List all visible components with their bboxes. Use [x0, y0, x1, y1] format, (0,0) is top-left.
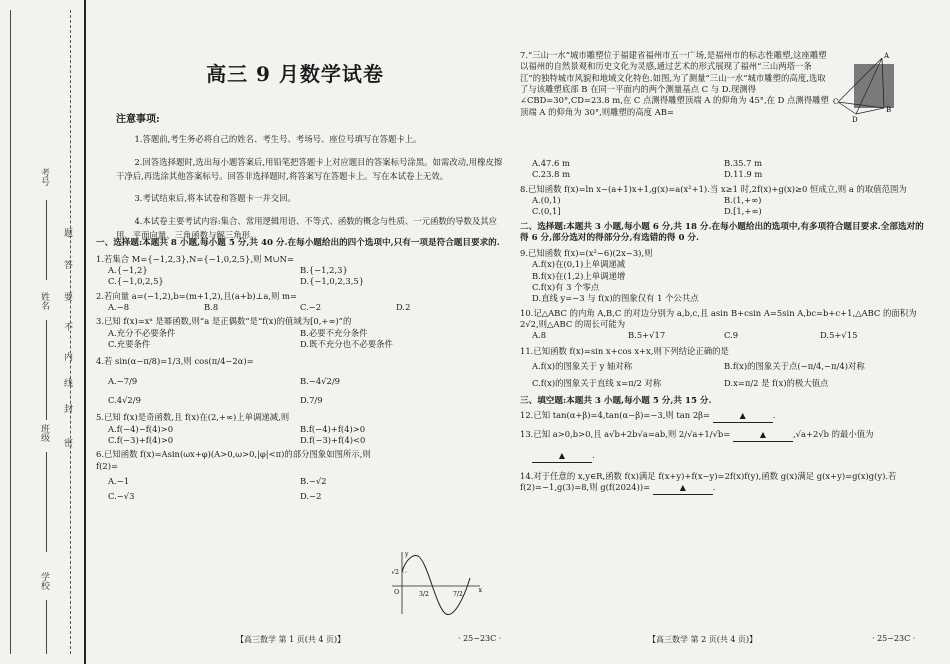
option-d: D.−2 — [300, 491, 322, 502]
option-a: A.f(−4)−f(4)>0 — [108, 423, 174, 434]
option-d: D.7/9 — [300, 395, 323, 406]
option-d: D.f(−3)+f(4)<0 — [300, 435, 366, 446]
footer-left: 【高三数学 第 1 页(共 4 页)】 — [236, 635, 346, 644]
option-c: C.充要条件 — [108, 339, 151, 349]
option-d: D.[1,+∞) — [724, 206, 762, 217]
option-b: B.{−1,2,3} — [300, 264, 348, 275]
question-2-options — [96, 302, 506, 313]
option-b: B.−√2 — [300, 476, 327, 487]
question-3-options — [96, 328, 506, 339]
option-c: C.f(−3)+f(4)>0 — [108, 435, 174, 446]
option-b: B.8 — [204, 301, 219, 312]
footer-right: 【高三数学 第 2 页(共 4 页)】 — [648, 635, 758, 644]
question-13 — [520, 429, 930, 442]
seal-char: 密 — [64, 439, 74, 449]
exam-no-line — [46, 200, 47, 280]
notice-item: 2.回答选择题时,选出每小题答案后,用铅笔把答题卡上对应题目的答案标号涂黑。如需改动,用橡皮擦干净后,再选涂其他答案标号。回答非选择题时,将答案写在答题卡上。写在本试卷上无效。 — [116, 156, 503, 181]
question-4-options — [96, 376, 506, 387]
option-a: A.(0,1) — [532, 195, 561, 206]
notice-item: 4.本试卷主要考试内容:集合、常用逻辑用语、不等式、函数的概念与性质、一元函数的导数及其应用、平面向量、三角函数与解三角形。 — [116, 215, 498, 240]
question-13-stem-2: ,√a+2√b 的最小值为 — [792, 429, 874, 440]
page-title: 高三 9 月数学试卷 — [206, 62, 384, 86]
option-c: C.9 — [724, 330, 739, 341]
option-a: A.充分不必要条件 — [108, 327, 176, 338]
option-c: C.4√2/9 — [108, 395, 141, 406]
answer-blank[interactable] — [713, 410, 773, 423]
name-line — [46, 320, 47, 420]
sculpture-diagram — [832, 52, 908, 122]
question-14-stem: 14.对于任意的 x,y∈R,函数 f(x)满足 f(x+y)+f(x−y)=2f(x)f(y),函数 g(x)满足 g(x+y)=g(x)g(y).若 f(2)=−1,g(3)=8,则 g(f(2024))= — [520, 470, 897, 493]
class-line — [46, 452, 47, 552]
option-c: C.−2 — [300, 301, 322, 312]
footer-code: · 25−23C · — [458, 634, 502, 643]
question-4-stem: 4.若 sin(α−π/8)=1/3,则 cos(π/4−2α)= — [96, 356, 254, 367]
question-1-options — [96, 265, 506, 276]
option-c: C.23.8 m — [532, 169, 571, 180]
question-7-options — [520, 158, 930, 169]
question-5-options — [96, 435, 506, 446]
option-c: C.−√3 — [108, 491, 135, 502]
option-b: B.f(−4)+f(4)>0 — [300, 423, 366, 434]
option-a: A.f(x)的图象关于 y 轴对称 — [532, 361, 633, 371]
question-6-options — [96, 491, 506, 502]
option-b: B.5+√17 — [628, 330, 666, 341]
notice-item: 3.考试结束后,将本试卷和答题卡一并交回。 — [134, 193, 296, 204]
binding-line — [10, 10, 11, 654]
option-b: B.必要不充分条件 — [300, 327, 368, 338]
option-a: A.−7/9 — [108, 375, 138, 386]
question-4-options — [96, 395, 506, 406]
sine-graph — [384, 548, 484, 618]
option-c: C.f(x)有 3 个零点 — [532, 281, 600, 292]
question-3-options — [96, 339, 506, 350]
question-9-stem: 9.已知函数 f(x)=(x²−6)(2x−3),则 — [520, 247, 653, 258]
question-8-options — [520, 195, 930, 206]
section-3-heading: 三、填空题:本题共 3 小题,每小题 5 分,共 15 分. — [520, 395, 712, 406]
option-d: D.直线 y=−3 与 f(x)的图象仅有 1 个公共点 — [532, 293, 699, 304]
left-column — [96, 238, 506, 503]
section-1-heading: 一、选择题:本题共 8 小题,每小题 5 分,共 40 分.在每小题给出的四个选项中,只有一项是符合题目要求的. — [96, 238, 500, 248]
option-d: D.{−1,0,2,3,5} — [300, 276, 365, 287]
option-a: A.−8 — [108, 301, 130, 312]
question-5-options — [96, 424, 506, 435]
seal-char: 题 — [64, 229, 74, 239]
origin-label: O — [394, 589, 399, 596]
option-a: A.8 — [532, 330, 547, 341]
option-b: B.35.7 m — [724, 158, 763, 168]
seal-char: 要 — [64, 293, 74, 303]
question-8-stem: 8.已知函数 f(x)=ln x−(a+1)x+1,g(x)=a(x²+1).当 x≥1 时,2f(x)+g(x)≥0 恒成立,则 a 的取值范围为 — [520, 183, 907, 194]
option-c: C.f(x)的图象关于直线 x=π/2 对称 — [532, 378, 662, 389]
y-tick-label: √2 — [391, 569, 399, 576]
question-12: 12.已知 tan(α+β)=4,tan(α−β)=−3,则 tan 2β= ▲ . — [520, 410, 930, 423]
class-label: 班级 — [39, 424, 49, 442]
point-a-label: A — [884, 52, 890, 60]
option-b: B.f(x)在(1,2)上单调递增 — [532, 270, 626, 281]
option-d: D.11.9 m — [724, 169, 763, 180]
question-10-options — [520, 330, 930, 341]
question-1-stem: 1.若集合 M={−1,2,3},N={−1,0,2,5},则 M∪N= — [96, 253, 294, 264]
option-d: D.2 — [396, 301, 411, 312]
question-8-options — [520, 206, 930, 217]
x-tick-label: 7/2 — [453, 591, 463, 598]
sine-curve — [402, 556, 470, 615]
base-line-db — [856, 108, 884, 114]
option-b: B.f(x)的图象关于点(−π/4,−π/4)对称 — [724, 361, 865, 371]
question-10-stem: 10.记△ABC 的内角 A,B,C 的对边分别为 a,b,c,且 asin B+csin A=5sin A,bc=b+c+1,△ABC 的面积为 2√2,则△ABC 的周长可能为 — [520, 307, 917, 329]
seal-char: 封 — [64, 405, 74, 415]
point-c-label: C — [833, 98, 839, 106]
question-11-options — [520, 361, 930, 372]
answer-mark-icon: ▲ — [558, 450, 566, 460]
x-tick-label: 3/2 — [419, 591, 429, 598]
answer-blank[interactable] — [733, 429, 793, 442]
option-d: D.5+√15 — [820, 330, 858, 341]
binding-strip — [0, 0, 86, 664]
y-axis-label: y — [405, 551, 409, 558]
exam-no-label: 考号 — [39, 168, 49, 186]
name-label: 姓名 — [39, 292, 49, 310]
question-13-blank-line: ▲ . — [520, 450, 930, 463]
point-d-label: D — [852, 116, 858, 122]
section-2-heading: 二、选择题:本题共 3 小题,每小题 6 分,共 18 分.在每小题给出的选项中,有多项符合题目要求.全部选对的得 6 分,部分选对的得部分分,有选错的得 0 分. — [520, 221, 924, 244]
answer-mark-icon: ▲ — [739, 411, 746, 421]
seal-char: 不 — [64, 323, 74, 333]
answer-mark-icon: ▲ — [679, 483, 686, 493]
seal-char: 答 — [64, 261, 74, 271]
option-b: B.−4√2/9 — [300, 375, 340, 386]
option-b: B.(1,+∞) — [724, 195, 762, 206]
notice-block — [116, 124, 506, 250]
option-d: D.既不充分也不必要条件 — [300, 339, 393, 349]
answer-mark-icon: ▲ — [759, 430, 767, 440]
right-column-top — [520, 50, 830, 118]
option-a: A.47.6 m — [532, 158, 570, 168]
right-column — [520, 158, 930, 495]
question-13-stem: 13.已知 a>0,b>0,且 a√b+2b√a=ab,则 2/√a+1/√b= — [520, 429, 731, 440]
question-3-stem: 3.已知 f(x)=xᵃ 是幂函数,则“a 是正偶数”是“f(x)的值域为[0,+∞)”的 — [96, 316, 352, 327]
question-11-options — [520, 378, 930, 389]
answer-blank[interactable] — [653, 482, 713, 495]
question-7-stem: 7.“三山一水”城市雕塑位于福建省福州市五一广场,是福州市的标志性雕塑,这座雕塑以福州的自然景观和历史文化为灵感,通过艺术的形式展现了福州“三山两塔一条江”的独特城市风貌和地域文化特色.如图,为了测量“三山一水”城市雕塑的高度,选取了与该雕塑底部 B 在同一平面内的两个测量基点 C 与 D.现测得∠CBD=30°,CD=23.8 m,在 C 点测得雕塑顶端 A 的仰角为 45°,在 D 点测得雕塑顶端 A 的仰角为 30°,则雕塑的高度 AB= — [520, 50, 829, 117]
notice-heading: 注意事项: — [116, 114, 160, 125]
question-6-options — [96, 476, 506, 487]
sculpture-image — [854, 64, 894, 108]
option-a: A.−1 — [108, 476, 130, 487]
x-axis-label: x — [478, 587, 482, 594]
option-c: C.{−1,0,2,5} — [108, 276, 164, 287]
question-1-options — [96, 276, 506, 287]
question-11-stem: 11.已知函数 f(x)=sin x+cos x+x,则下列结论正确的是 — [520, 345, 729, 356]
notice-item: 1.答题前,考生务必将自己的姓名、考生号、考场号、座位号填写在答题卡上。 — [134, 134, 422, 145]
question-7-options — [520, 169, 930, 180]
option-c: C.(0,1] — [532, 206, 561, 217]
school-line — [46, 600, 47, 654]
question-6-stem: 6.已知函数 f(x)=Asin(ωx+φ)(A>0,ω>0,|φ|<π)的部分图象如图所示,则 f(2)= — [96, 449, 371, 471]
question-5-stem: 5.已知 f(x)是奇函数,且 f(x)在(2,+∞)上单调递减,则 — [96, 412, 290, 423]
point-b-label: B — [886, 106, 892, 114]
question-14: 14.对于任意的 x,y∈R,函数 f(x)满足 f(x+y)+f(x−y)=2f(x)f(y),函数 g(x)满足 g(x+y)=g(x)g(y).若 f(2)=−1,g(3)=8,则 g(f(2024))= ▲ . — [520, 471, 930, 495]
question-2-stem: 2.若向量 a=(−1,2),b=(m+1,2),且(a+b)⊥a,则 m= — [96, 290, 297, 301]
footer-code: · 25−23C · — [872, 634, 916, 643]
seal-char: 线 — [64, 379, 74, 389]
option-d: D.x=π/2 是 f(x)的极大值点 — [724, 378, 829, 389]
option-a: A.f(x)在(0,1)上单调递减 — [532, 259, 626, 270]
answer-blank[interactable] — [532, 450, 592, 463]
school-label: 学校 — [39, 572, 49, 590]
option-a: A.{−1,2} — [108, 264, 148, 275]
question-12-stem: 12.已知 tan(α+β)=4,tan(α−β)=−3,则 tan 2β= — [520, 410, 711, 421]
seal-char: 内 — [64, 353, 74, 363]
